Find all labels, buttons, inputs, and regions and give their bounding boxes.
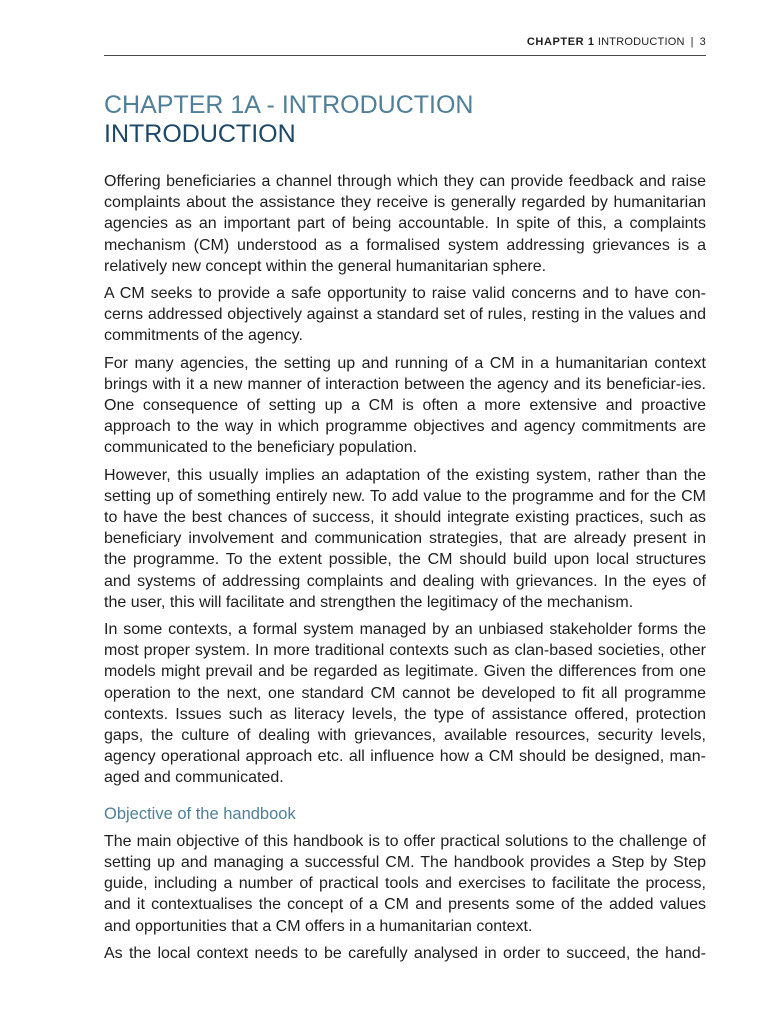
section-heading-objective: Objective of the handbook [104, 804, 296, 823]
document-page [104, 0, 706, 1024]
header-divider [104, 55, 706, 56]
paragraph: A CM seeks to provide a safe opportunity to raise valid concerns and to have con-cerns addressed objectively against a standard set of rules, resting in the values and commitments of the agency. [104, 285, 706, 345]
paragraph: The main objective of this handbook is to offer practical solutions to the challenge of setting up and managing a successful CM. The handbook provides a Step by Step guide, including a number of practical tools and exercises to facilitate the process, and it contextualises the concept of a CM and presents some of the added values and opportunities that a CM offers in a humanitarian context. [104, 832, 706, 935]
chapter-subtitle: INTRODUCTION [104, 120, 296, 148]
paragraph: Offering beneficiaries a channel through which they can provide feedback and raise complaints about the assistance they receive is generally regarded by humanitarian agencies as an important part of being accountable. In spite of this, a complaints mechanism (CM) understood as a formalised system addressing grievances is a relatively new concept within the general humanitarian sphere. [104, 173, 706, 275]
header-separator: | [690, 36, 694, 48]
page-number: 3 [699, 36, 706, 48]
paragraph-continued: As the local context needs to be carefully analysed in order to succeed, the hand- [104, 944, 706, 962]
paragraph: In some contexts, a formal system managed by an unbiased stakeholder forms the most proper system. In more traditional contexts such as clan-based societies, other models might prevail and be regarded as legitimate. Given the differences from one operation to the next, one standard CM cannot be developed to fit all programme contexts. Issues such as literacy levels, the type of assistance offered, protection gaps, the culture of dealing with grievances, available resources, security levels, agency operational approach etc. all influence how a CM should be designed, man-aged and communicated. [104, 621, 706, 787]
chapter-title: CHAPTER 1A - INTRODUCTION [104, 91, 474, 119]
paragraph: However, this usually implies an adaptation of the existing system, rather than the setting up of something entirely new. To add value to the programme and for the CM to have the best chances of success, it should integrate existing practices, such as beneficiary involvement and communication strategies, that are already present in the programme. To the extent possible, the CM should build upon local structures and systems of addressing complaints and dealing with grievances. In the eyes of the user, this will facilitate and strengthen the legitimacy of the mechanism. [104, 466, 706, 611]
header-section-label: INTRODUCTION [597, 36, 685, 48]
header-chapter-label: CHAPTER 1 [526, 36, 595, 48]
paragraph: For many agencies, the setting up and running of a CM in a humanitarian context brings with it a new manner of interaction between the agency and its beneficiar-ies. One consequence of setting up a CM is often a more extensive and proactive approach to the way in which programme objectives and agency commitments are communicated to the beneficiary population. [104, 354, 706, 457]
running-header [527, 36, 706, 48]
body-text [104, 171, 706, 970]
